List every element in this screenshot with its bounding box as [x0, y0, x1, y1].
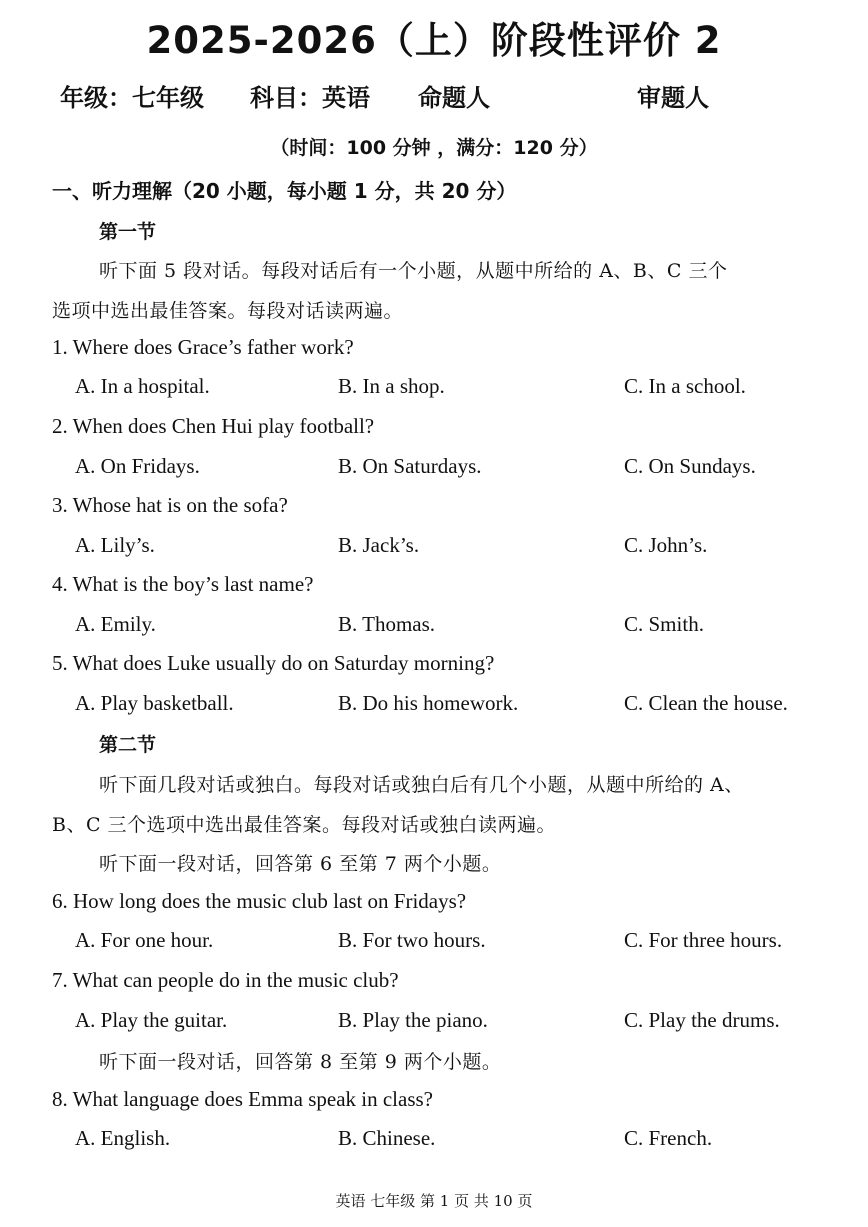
question-8: 8. What language does Emma speak in class? — [52, 1087, 433, 1111]
question-5: 5. What does Luke usually do on Saturday morning? — [52, 651, 495, 675]
subject-label: 科目：英语 — [250, 84, 370, 112]
question-6: 6. How long does the music club last on Fridays? — [52, 889, 467, 913]
option-7b: B. Play the piano. — [338, 1008, 488, 1032]
option-8c: C. French. — [624, 1126, 713, 1150]
setter-label: 命题人 — [418, 84, 490, 112]
option-5c: C. Clean the house. — [624, 691, 788, 715]
page-footer: 英语 七年级 第 1 页 共 10 页 — [335, 1192, 533, 1210]
option-8a: A. English. — [75, 1126, 171, 1150]
part1-heading: 第一节 — [99, 221, 157, 243]
option-3a: A. Lily’s. — [75, 533, 155, 557]
question-2: 2. When does Chen Hui play football? — [52, 414, 375, 438]
part2-subinstruction-2: 听下面一段对话，回答第 8 至第 9 两个小题。 — [99, 1051, 502, 1073]
grade-label: 年级：七年级 — [60, 84, 204, 112]
question-3: 3. Whose hat is on the sofa? — [52, 493, 288, 517]
option-6a: A. For one hour. — [75, 928, 214, 952]
option-2b: B. On Saturdays. — [338, 454, 482, 478]
option-7c: C. Play the drums. — [624, 1008, 780, 1032]
part2-heading: 第二节 — [99, 734, 157, 756]
option-8b: B. Chinese. — [338, 1126, 436, 1150]
option-3c: C. John’s. — [624, 533, 708, 557]
part1-instruction-line2: 选项中选出最佳答案。每段对话读两遍。 — [52, 300, 404, 322]
option-2c: C. On Sundays. — [624, 454, 756, 478]
section-heading-listening: 一、听力理解（20 小题，每小题 1 分，共 20 分） — [52, 179, 517, 203]
option-6c: C. For three hours. — [624, 928, 783, 952]
option-4b: B. Thomas. — [338, 612, 436, 636]
part2-instruction-line2: B、C 三个选项中选出最佳答案。每段对话或独白读两遍。 — [52, 814, 557, 836]
part2-instruction-line1: 听下面几段对话或独白。每段对话或独白后有几个小题，从题中所给的 A、 — [99, 774, 744, 796]
option-5b: B. Do his homework. — [338, 691, 519, 715]
part1-instruction-line1: 听下面 5 段对话。每段对话后有一个小题，从题中所给的 A、B、C 三个 — [99, 260, 728, 282]
option-1b: B. In a shop. — [338, 374, 445, 398]
option-7a: A. Play the guitar. — [75, 1008, 228, 1032]
part2-subinstruction-1: 听下面一段对话，回答第 6 至第 7 两个小题。 — [99, 853, 502, 875]
option-1a: A. In a hospital. — [75, 374, 210, 398]
option-3b: B. Jack’s. — [338, 533, 420, 557]
exam-title: 2025-2026（上）阶段性评价 2 — [146, 19, 722, 62]
option-5a: A. Play basketball. — [75, 691, 234, 715]
question-4: 4. What is the boy’s last name? — [52, 572, 314, 596]
option-2a: A. On Fridays. — [75, 454, 200, 478]
exam-timing: （时间：100 分钟 ，满分：120 分） — [270, 137, 598, 159]
option-4a: A. Emily. — [75, 612, 156, 636]
reviewer-label: 审题人 — [637, 84, 709, 112]
option-1c: C. In a school. — [624, 374, 746, 398]
option-4c: C. Smith. — [624, 612, 704, 636]
question-7: 7. What can people do in the music club? — [52, 968, 399, 992]
option-6b: B. For two hours. — [338, 928, 486, 952]
question-1: 1. Where does Grace’s father work? — [52, 335, 354, 359]
